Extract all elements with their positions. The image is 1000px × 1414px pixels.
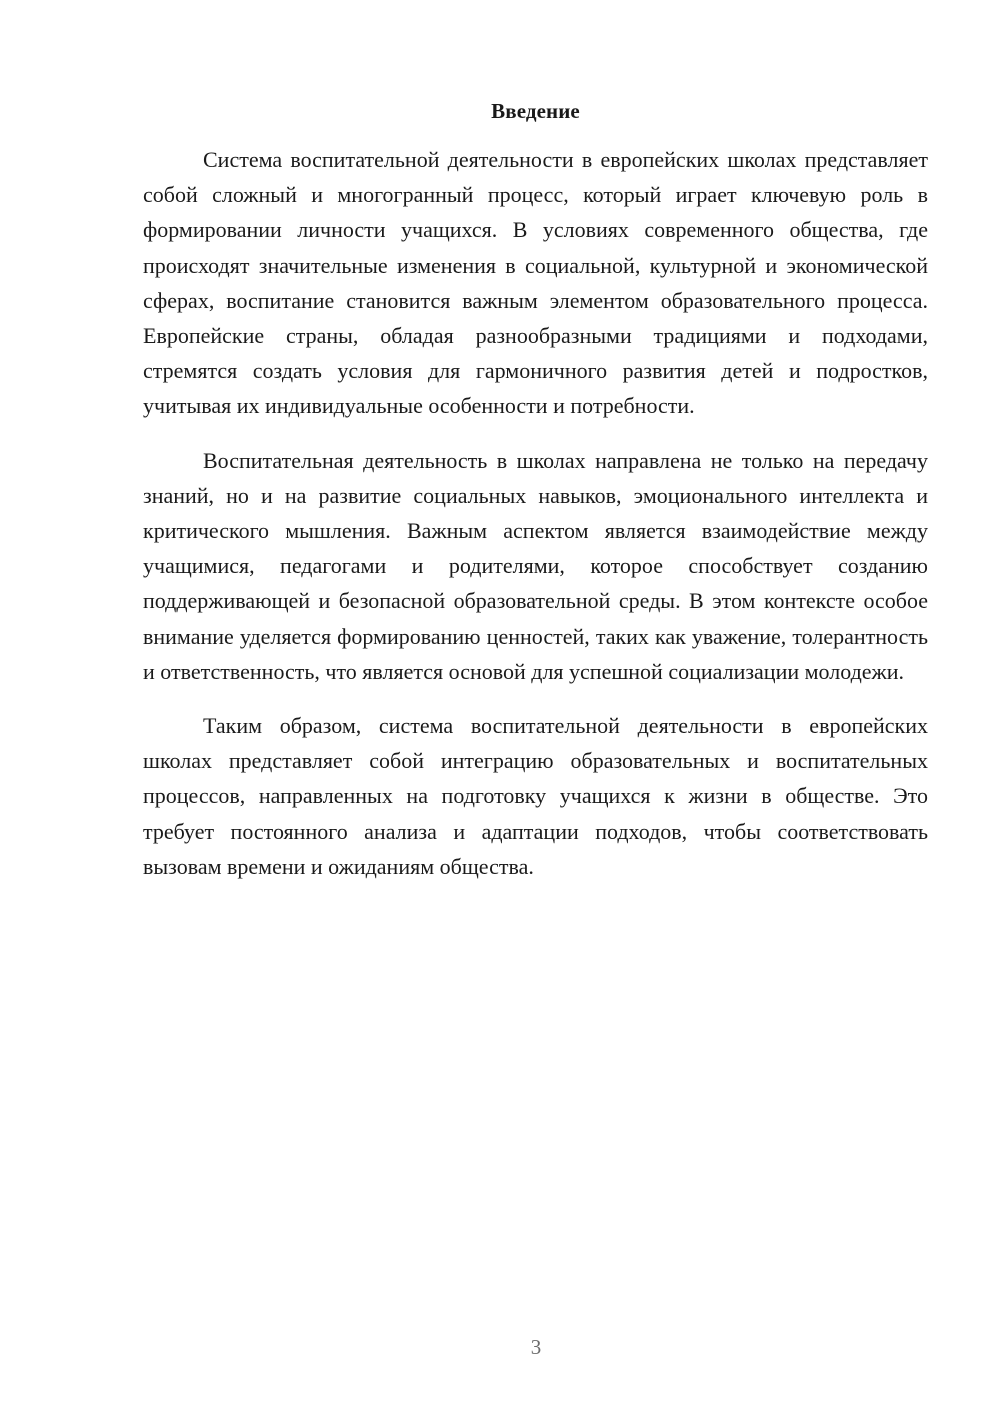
paragraph-1: Система воспитательной деятельности в европейских школах представляет собой сложный и многогранный процесс, который играет ключевую роль в формировании личности учащихся. В условиях современного общества, где происходят значительные изменения в социальной, культурной и экономической сферах, воспитание становится важным элементом образовательного процесса. Европейские страны, обладая разнообразными традициями и подходами, стремятся создать условия для гармоничного развития детей и подростков, учитывая их индивидуальные особенности и потребности. — [143, 147, 928, 419]
paragraph-3: Таким образом, система воспитательной деятельности в европейских школах представляет собой интеграцию образовательных и воспитательных процессов, направленных на подготовку учащихся к жизни в обществе. Это требует постоянного анализа и адаптации подходов, чтобы соответствовать вызовам времени и ожиданиям общества. — [143, 713, 928, 879]
paragraph-2: Воспитательная деятельность в школах направлена не только на передачу знаний, но и на развитие социальных навыков, эмоционального интеллекта и критического мышления. Важным аспектом является взаимодействие между учащимися, педагогами и родителями, которое способствует созданию поддерживающей и безопасной образовательной среды. В этом контексте особое внимание уделяется формированию ценностей, таких как уважение, толерантность и ответственность, что является основой для успешной социализации молодежи. — [143, 447, 928, 684]
page-content — [143, 96, 928, 884]
section-title: Введение — [491, 99, 580, 123]
page-number: 3 — [530, 1335, 542, 1359]
